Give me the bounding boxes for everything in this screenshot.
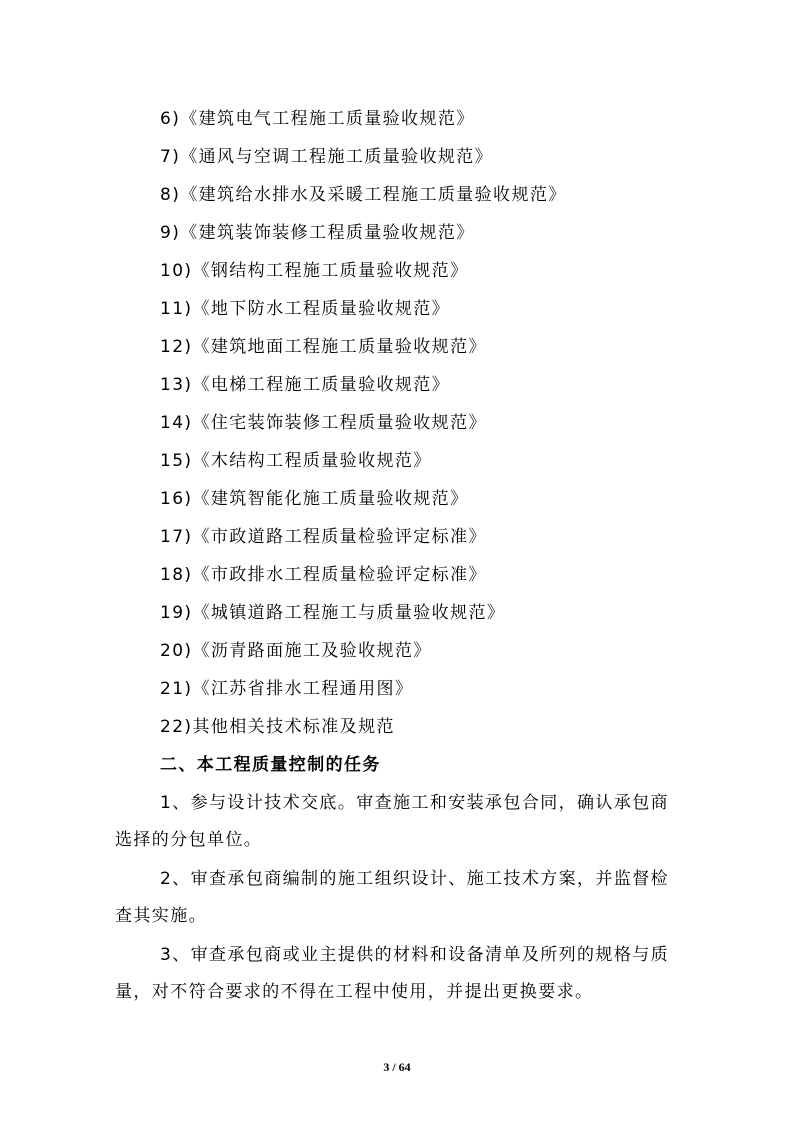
- task-paragraph: 1、参与设计技术交底。审查施工和安装承包合同，确认承包商选择的分包单位。: [115, 793, 670, 850]
- standard-item: 7)《通风与空调工程施工质量验收规范》: [160, 147, 494, 167]
- standard-item: 12)《建筑地面工程施工质量验收规范》: [160, 337, 487, 357]
- standard-item: 13)《电梯工程施工质量验收规范》: [160, 375, 451, 395]
- standard-item: 21)《江苏省排水工程通用图》: [160, 679, 414, 699]
- standard-item: 18)《市政排水工程质量检验评定标准》: [160, 565, 487, 585]
- standard-item: 14)《住宅装饰装修工程质量验收规范》: [160, 413, 487, 433]
- standard-item: 22)其他相关技术标准及规范: [160, 717, 395, 737]
- page-number: 3 / 64: [383, 1060, 411, 1074]
- standard-item: 9)《建筑装饰装修工程质量验收规范》: [160, 223, 475, 243]
- standard-item: 10)《钢结构工程施工质量验收规范》: [160, 261, 469, 281]
- standard-item: 16)《建筑智能化施工质量验收规范》: [160, 489, 469, 509]
- standard-item: 6)《建筑电气工程施工质量验收规范》: [160, 109, 475, 129]
- standard-item: 11)《地下防水工程质量验收规范》: [160, 299, 451, 319]
- standard-item: 19)《城镇道路工程施工与质量验收规范》: [160, 603, 506, 623]
- task-paragraph: 3、审查承包商或业主提供的材料和设备清单及所列的规格与质量，对不符合要求的不得在工程中使用，并提出更换要求。: [115, 945, 670, 1002]
- task-paragraph: 2、审查承包商编制的施工组织设计、施工技术方案，并监督检查其实施。: [115, 869, 670, 926]
- standard-item: 15)《木结构工程质量验收规范》: [160, 451, 432, 471]
- standard-item: 8)《建筑给水排水及采暖工程施工质量验收规范》: [160, 185, 567, 205]
- section-heading: 二、本工程质量控制的任务: [160, 755, 381, 775]
- standard-item: 17)《市政道路工程质量检验评定标准》: [160, 527, 487, 547]
- standard-item: 20)《沥青路面施工及验收规范》: [160, 641, 432, 661]
